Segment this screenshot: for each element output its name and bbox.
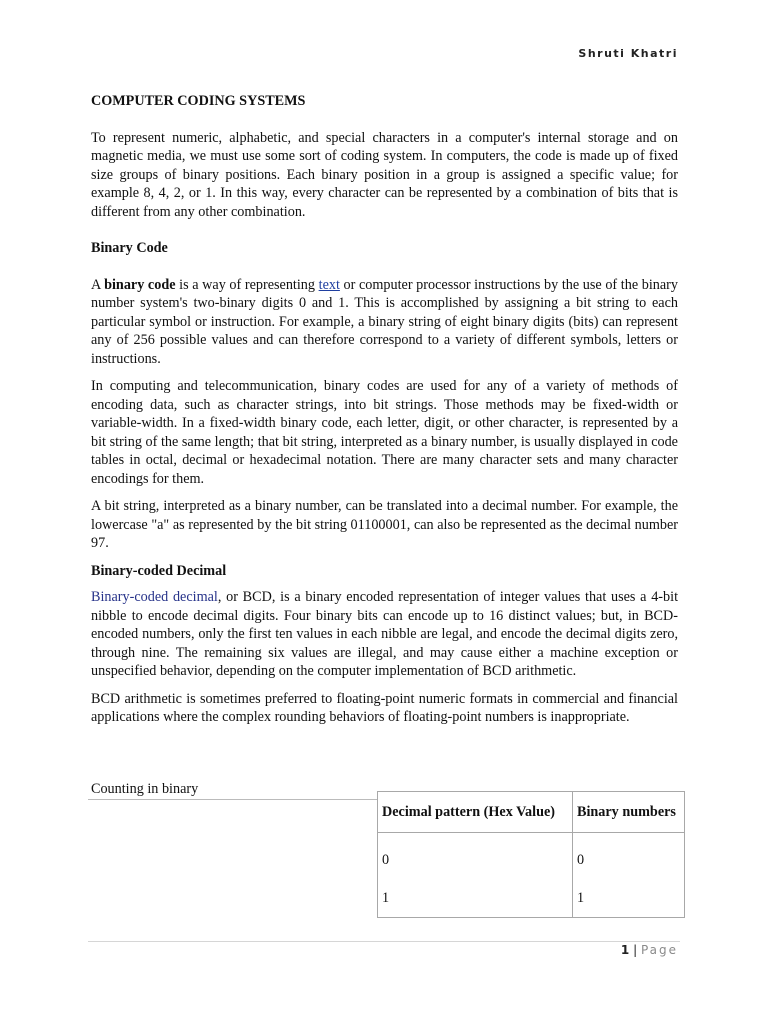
column-header-binary: Binary numbers <box>573 792 685 833</box>
bcd-paragraph-1: Binary-coded decimal, or BCD, is a binary encoded representation of integer values that uses a 4-bit nibble to encode decimal digits. Four binary bits can encode up to 16 distinct values; but, in BCD-encoded numbers, only the first ten values in each nibble are legal, and encode the decimal digits zero, through nine. The remaining six values are illegal, and may cause either a machine exception or unspecified behavior, depending on the computer implementation of BCD arithmetic. <box>91 589 679 679</box>
table-header-row <box>378 792 685 833</box>
table-cell: 1 <box>382 890 390 906</box>
binary-cell <box>573 833 685 918</box>
counting-table <box>377 791 685 918</box>
binary-code-paragraph-1: A binary code is a way of representing text or computer processor instructions by the use of the binary number system's two-binary digits 0 and 1. This is accomplished by assigning a bit string to each particular symbol or instruction. For example, a binary string of eight binary digits (bits) can represent any of 256 possible values and can therefore correspond to a variety of different symbols, letters or instructions. <box>91 276 678 367</box>
binary-code-heading: Binary Code <box>91 240 168 256</box>
table-row <box>378 833 685 918</box>
footer-separator: | <box>633 943 638 957</box>
page-label: Page <box>640 943 678 957</box>
binary-code-term: binary code <box>104 276 176 293</box>
bcd-paragraph-2: BCD arithmetic is sometimes preferred to floating-point numeric formats in commercial and financial applications where the complex rounding behaviors of floating-point numbers is inappropriate. <box>91 690 678 725</box>
text-link[interactable]: text <box>318 276 340 293</box>
counting-label: Counting in binary <box>91 781 199 797</box>
divider-line <box>88 799 377 800</box>
table-cell: 0 <box>577 852 585 868</box>
table-cell: 0 <box>382 852 390 868</box>
binary-code-paragraph-2: In computing and telecommunication, binary codes are used for any of a variety of methods of encoding data, such as character strings, into bit strings. Those methods may be fixed-width or variable-width. In a fixed-width binary code, each letter, digit, or other character, is represented by a bit string of the same length; that bit string, interpreted as a binary number, is usually displayed in code tables in octal, decimal or hexadecimal notation. There are many character sets and many character encodings for them. <box>91 378 678 487</box>
bcd-link[interactable]: Binary-coded decimal <box>91 589 218 605</box>
intro-paragraph: To represent numeric, alphabetic, and special characters in a computer's internal storage and on magnetic media, we must use some sort of coding system. In computers, the code is made up of fixed size groups of binary positions. Each binary position in a group is assigned a specific value; for example 8, 4, 2, or 1. In this way, every character can be represented by a combination of bits that is different from any other combination. <box>91 129 678 220</box>
column-header-decimal: Decimal pattern (Hex Value) <box>378 792 573 833</box>
header-author: Shruti Khatri <box>578 47 678 60</box>
document-body <box>91 92 678 727</box>
decimal-cell <box>378 833 573 918</box>
table-cell: 1 <box>577 890 585 906</box>
bcd-heading: Binary-coded Decimal <box>91 562 227 579</box>
page-footer <box>621 943 678 957</box>
page-number: 1 <box>620 943 630 957</box>
document-title: COMPUTER CODING SYSTEMS <box>91 93 306 109</box>
binary-code-paragraph-3: A bit string, interpreted as a binary number, can be translated into a decimal number. For example, the lowercase "a" as represented by the bit string 01100001, can also be represented as the decimal number 97. <box>91 498 678 551</box>
footer-divider <box>88 941 680 942</box>
